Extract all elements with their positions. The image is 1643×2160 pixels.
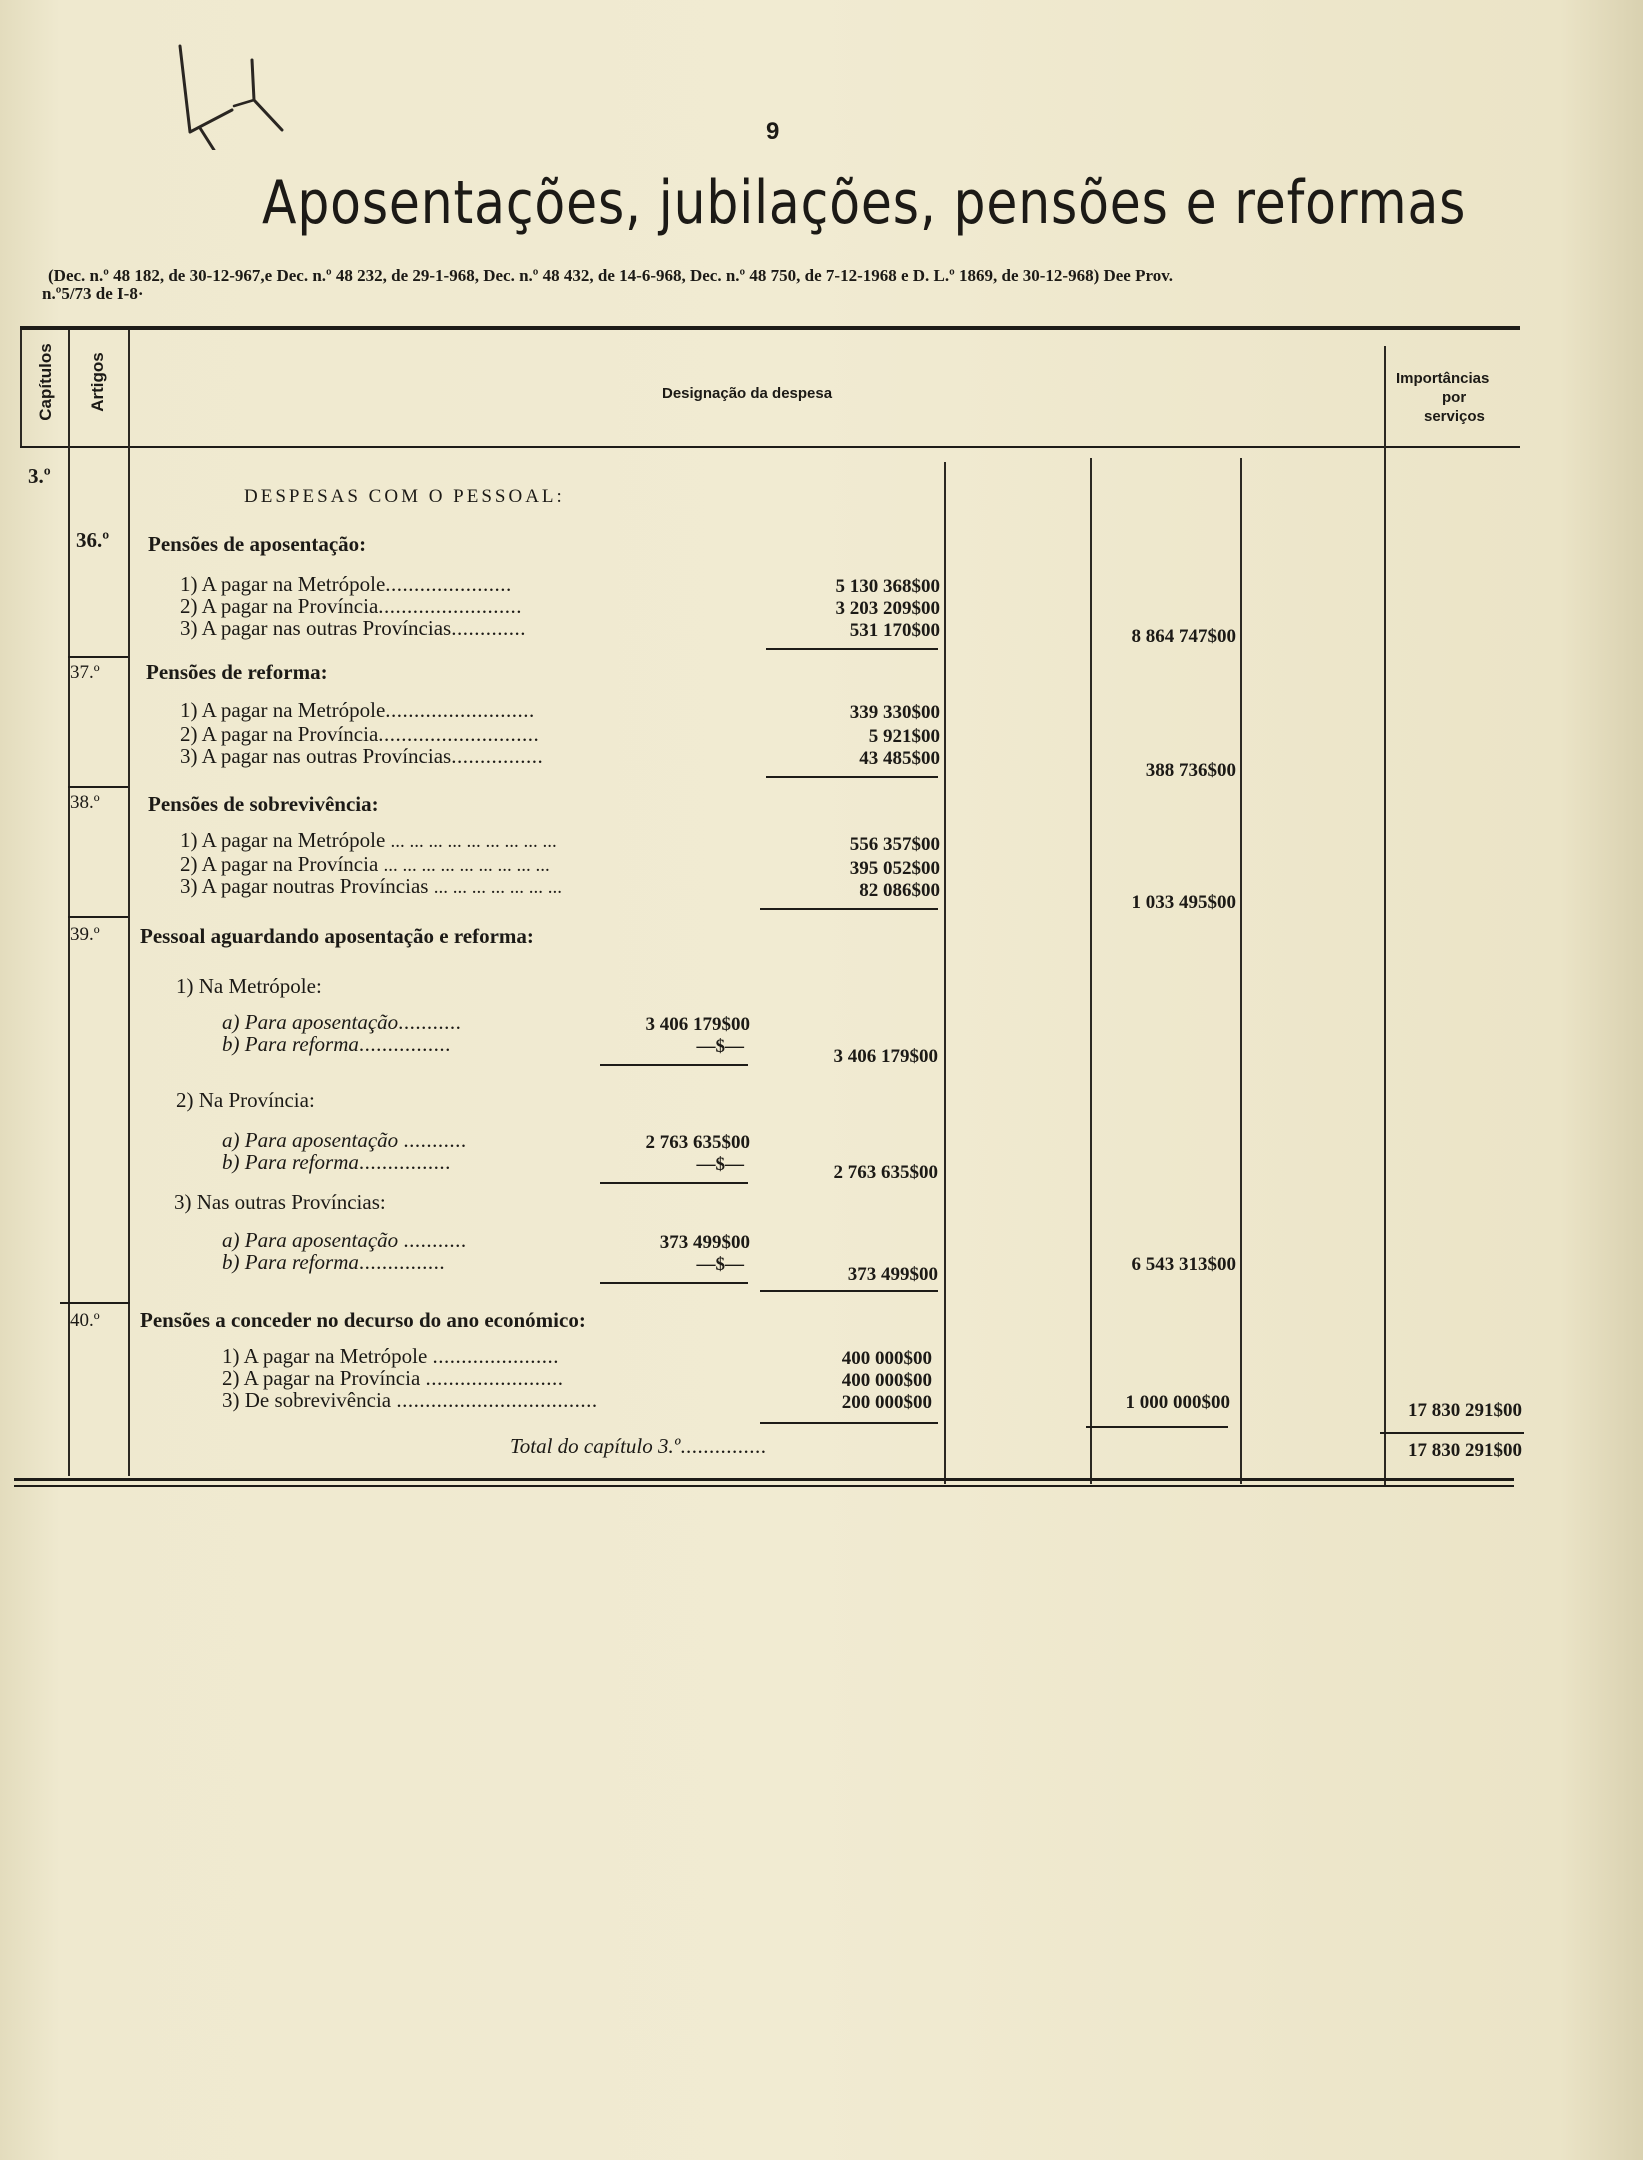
col-rule-importancias	[1384, 346, 1386, 1486]
decrees-line-2: n.º5/73 de I-8·	[42, 284, 144, 303]
page-title: Aposentações, jubilações, pensões e reformas	[262, 168, 1467, 238]
art36-subtotal: 8 864 747$00	[1131, 626, 1236, 647]
art37-item-1-amount: 339 330$00	[849, 702, 940, 723]
art40-subtotal: 1 000 000$00	[1125, 1392, 1230, 1413]
art39-subtotal: 6 543 313$00	[1131, 1254, 1236, 1275]
chapter-total-label: Total do capítulo 3.º...............	[510, 1434, 767, 1458]
art39-group-2-a: a) Para aposentação ...........	[222, 1128, 467, 1152]
art39-group-1-rule	[600, 1064, 748, 1066]
art40-item-3-amount: 200 000$00	[841, 1392, 932, 1413]
header-designacao: Designação da despesa	[662, 385, 833, 402]
article-36-title: Pensões de aposentação:	[148, 532, 367, 556]
art36-item-1: 1) A pagar na Metrópole......................	[180, 572, 512, 596]
col-rule-articles	[1240, 458, 1242, 1484]
art38-item-2-amount: 395 052$00	[849, 858, 940, 879]
header-top-rule	[20, 326, 1520, 330]
article-38-title: Pensões de sobrevivência:	[148, 792, 379, 816]
article-36-number: 36.º	[76, 528, 110, 552]
art37-item-1: 1) A pagar na Metrópole..........................	[180, 698, 535, 722]
art39-group-2-rule	[600, 1182, 748, 1184]
art36-item-2-amount: 3 203 209$00	[835, 598, 940, 619]
art39-group-3-a-amount: 373 499$00	[659, 1232, 750, 1253]
art37-item-3-amount: 43 485$00	[859, 748, 940, 769]
chapter-number: 3.º	[28, 464, 51, 488]
chapter-total-amount: 17 830 291$00	[1408, 1440, 1522, 1461]
art39-group-1-b: b) Para reforma................	[222, 1032, 451, 1056]
art40-item-2-amount: 400 000$00	[841, 1370, 932, 1391]
art40-item-1-amount: 400 000$00	[841, 1348, 932, 1369]
art38-item-1: 1) A pagar na Metrópole ... ... ... ... ... ... ... ... ...	[180, 828, 557, 852]
header-capitulos: Capítulos	[36, 343, 55, 421]
art40-item-2: 2) A pagar na Província ........................	[222, 1366, 564, 1390]
art39-separator	[68, 916, 128, 918]
handwritten-number	[172, 40, 292, 150]
art36-sum-rule	[766, 648, 938, 650]
header-servicos: serviços	[1424, 408, 1485, 425]
col-rule-artigos	[128, 330, 130, 1476]
article-37-number: 37.º	[70, 662, 100, 683]
art39-group-3-rule	[600, 1282, 748, 1284]
art38-item-3-amount: 82 086$00	[859, 880, 940, 901]
bottom-rule-2	[14, 1485, 1514, 1487]
header-artigos: Artigos	[88, 352, 107, 412]
art39-group-3-total: 373 499$00	[847, 1264, 938, 1285]
art39-group-2-label: 2) Na Província:	[176, 1088, 315, 1112]
art40-sum-rule	[760, 1422, 938, 1424]
art39-group-3-label: 3) Nas outras Províncias:	[174, 1190, 386, 1214]
article-39-title: Pessoal aguardando aposentação e reforma:	[140, 924, 534, 948]
art37-subtotal: 388 736$00	[1145, 760, 1236, 781]
art38-item-1-amount: 556 357$00	[849, 834, 940, 855]
art39-group-3-a: a) Para aposentação ...........	[222, 1228, 467, 1252]
articles-sum-rule	[1086, 1426, 1228, 1428]
decrees-line-1: (Dec. n.º 48 182, de 30-12-967,e Dec. n.º 48 232, de 29-1-968, Dec. n.º 48 432, de 14-6-968, Dec. n.º 48 750, de 7-12-1968 e D. L.º 1869, de 30-12-968) Dee Prov.	[48, 266, 1174, 285]
art40-item-3: 3) De sobrevivência ...................................	[222, 1388, 598, 1412]
art39-group-2-total: 2 763 635$00	[833, 1162, 938, 1183]
art37-item-3: 3) A pagar nas outras Províncias................	[180, 744, 544, 768]
art39-group-1-total: 3 406 179$00	[833, 1046, 938, 1067]
art38-separator	[68, 786, 128, 788]
art37-separator	[68, 656, 128, 658]
art38-item-2: 2) A pagar na Província ... ... ... ... ... ... ... ... ...	[180, 852, 550, 876]
article-40-number: 40.º	[70, 1310, 100, 1331]
art37-item-2-amount: 5 921$00	[868, 726, 940, 747]
art39-group-1-a-amount: 3 406 179$00	[645, 1014, 750, 1035]
art38-subtotal: 1 033 495$00	[1131, 892, 1236, 913]
art39-group-2-b-amount: —$—	[696, 1154, 744, 1175]
art36-item-3-amount: 531 170$00	[849, 620, 940, 641]
bottom-rule-1	[14, 1478, 1514, 1481]
article-37-title: Pensões de reforma:	[146, 660, 328, 684]
section-title: DESPESAS COM O PESSOAL:	[244, 486, 565, 507]
header-bottom-rule	[20, 446, 1520, 448]
art39-sum-rule	[760, 1290, 938, 1292]
article-39-number: 39.º	[70, 924, 100, 945]
col-rule-sub	[1090, 458, 1092, 1484]
art38-sum-rule	[760, 908, 938, 910]
chapter-services-amount: 17 830 291$00	[1408, 1400, 1522, 1421]
art36-item-3: 3) A pagar nas outras Províncias.............	[180, 616, 526, 640]
art39-group-3-b-amount: —$—	[696, 1254, 744, 1275]
article-38-number: 38.º	[70, 792, 100, 813]
page-number: 9	[766, 118, 780, 145]
art37-item-2: 2) A pagar na Província............................	[180, 722, 540, 746]
art36-item-1-amount: 5 130 368$00	[835, 576, 940, 597]
chapter-sum-rule	[1380, 1432, 1524, 1434]
header-por: por	[1442, 389, 1467, 406]
art39-group-2-a-amount: 2 763 635$00	[645, 1132, 750, 1153]
art39-group-2-b: b) Para reforma................	[222, 1150, 451, 1174]
col-rule-capitulos	[68, 330, 70, 1476]
art37-sum-rule	[766, 776, 938, 778]
col-rule-designacao	[944, 462, 946, 1484]
art40-separator	[60, 1302, 130, 1304]
col-rule-left	[20, 330, 22, 446]
art39-group-3-b: b) Para reforma...............	[222, 1250, 446, 1274]
art38-item-3: 3) A pagar noutras Províncias ... ... ... ... ... ... ...	[180, 874, 562, 898]
art36-item-2: 2) A pagar na Província.........................	[180, 594, 523, 618]
art39-group-1-a: a) Para aposentação...........	[222, 1010, 462, 1034]
header-importancias: Importâncias	[1396, 370, 1490, 387]
art39-group-1-label: 1) Na Metrópole:	[176, 974, 322, 998]
art39-group-1-b-amount: —$—	[696, 1036, 744, 1057]
article-40-title: Pensões a conceder no decurso do ano económico:	[140, 1308, 586, 1332]
art40-item-1: 1) A pagar na Metrópole ......................	[222, 1344, 560, 1368]
